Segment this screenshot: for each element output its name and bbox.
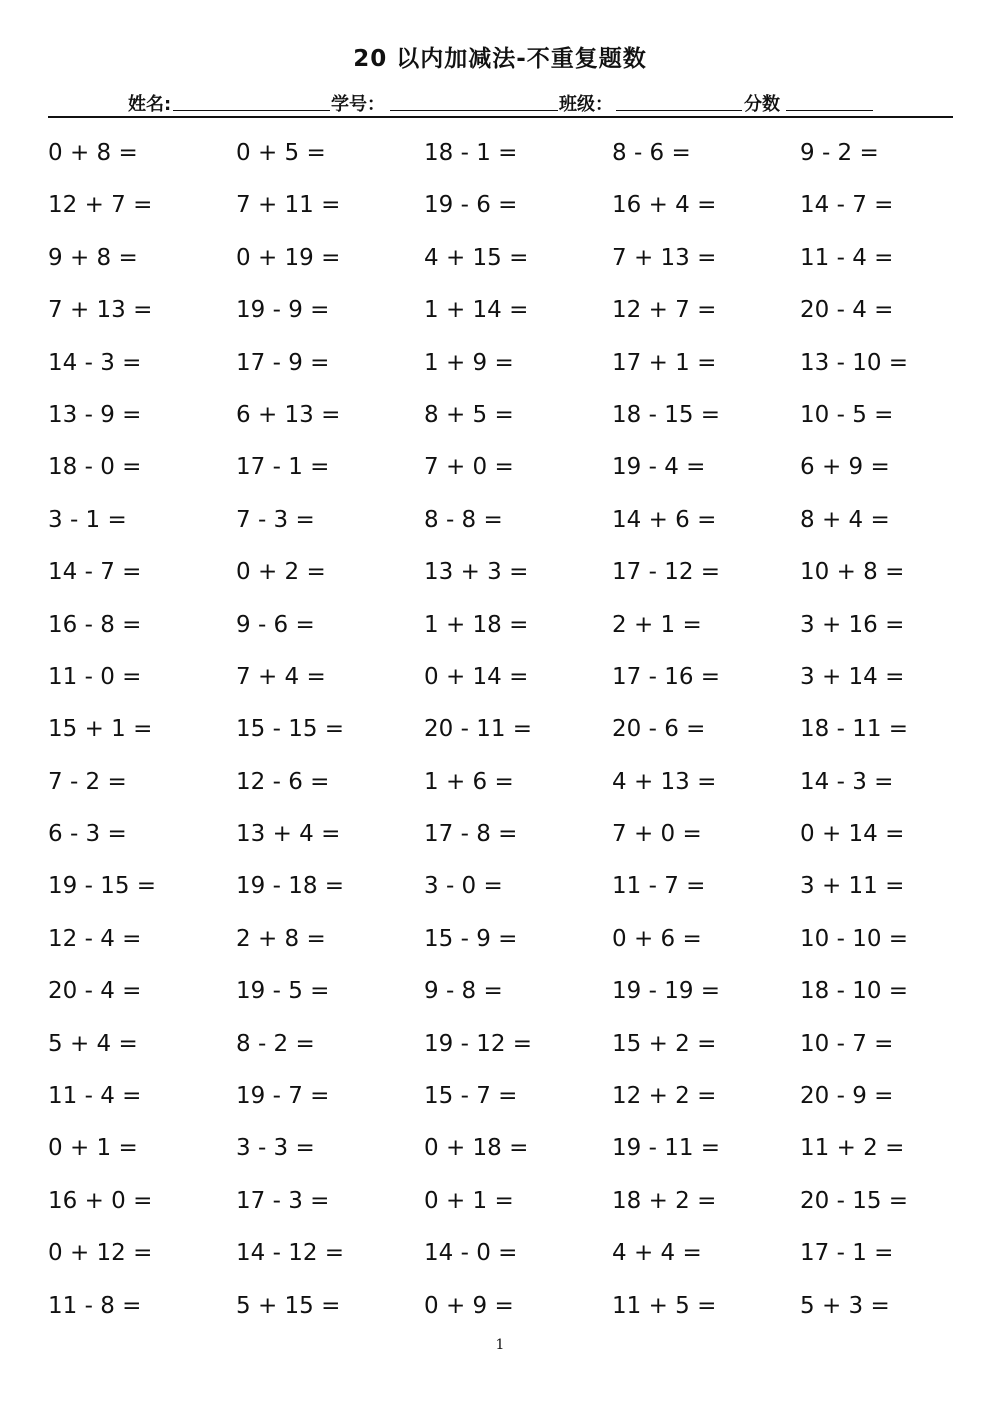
math-problem: 12 + 7 = (612, 297, 717, 324)
math-problem: 1 + 9 = (424, 349, 514, 376)
math-problem: 11 - 4 = (48, 1083, 142, 1110)
math-problem: 16 - 8 = (48, 611, 142, 638)
math-problem: 10 - 7 = (800, 1030, 894, 1057)
math-problem: 19 - 6 = (424, 192, 518, 219)
math-problem: 0 + 8 = (48, 140, 138, 166)
problem-row (48, 138, 988, 190)
math-problem: 12 - 4 = (48, 925, 142, 952)
math-problem: 18 - 15 = (612, 401, 721, 428)
math-problem: 5 + 15 = (236, 1292, 341, 1319)
math-problem: 18 - 11 = (800, 716, 909, 743)
problem-row (48, 557, 988, 609)
math-problem: 18 - 0 = (48, 454, 142, 481)
math-problem: 3 - 3 = (236, 1135, 315, 1162)
math-problem: 9 - 2 = (800, 140, 879, 166)
math-problem: 14 - 12 = (236, 1240, 345, 1267)
math-problem: 15 - 15 = (236, 716, 345, 743)
math-problem: 1 + 6 = (424, 768, 514, 795)
problem-row (48, 348, 988, 400)
math-problem: 5 + 3 = (800, 1292, 890, 1319)
problem-row (48, 1081, 988, 1133)
math-problem: 0 + 12 = (48, 1240, 153, 1267)
math-problem: 0 + 9 = (424, 1292, 514, 1319)
math-problem: 11 + 2 = (800, 1135, 905, 1162)
problem-row (48, 190, 988, 242)
math-problem: 0 + 19 = (236, 244, 341, 271)
math-problem: 0 + 14 = (800, 821, 905, 848)
math-problem: 17 - 3 = (236, 1187, 330, 1214)
math-problem: 11 - 0 = (48, 663, 142, 690)
math-problem: 5 + 4 = (48, 1030, 138, 1057)
problem-row (48, 1133, 988, 1185)
math-problem: 15 - 7 = (424, 1083, 518, 1110)
math-problem: 2 + 8 = (236, 925, 326, 952)
math-problem: 9 - 8 = (424, 978, 503, 1005)
student-number-field[interactable] (390, 110, 558, 111)
math-problem: 13 - 9 = (48, 401, 142, 428)
math-problem: 13 - 10 = (800, 349, 909, 376)
problem-row (48, 1186, 988, 1238)
math-problem: 4 + 15 = (424, 244, 529, 271)
student-info-row (48, 88, 953, 118)
math-problem: 19 - 15 = (48, 873, 157, 900)
math-problem: 7 - 3 = (236, 506, 315, 533)
math-problem: 12 - 6 = (236, 768, 330, 795)
math-problem: 10 + 8 = (800, 559, 905, 586)
math-problem: 3 - 0 = (424, 873, 503, 900)
problem-row (48, 243, 988, 295)
math-problem: 6 - 3 = (48, 821, 127, 848)
math-problem: 0 + 2 = (236, 559, 326, 586)
math-problem: 11 - 4 = (800, 244, 894, 271)
class-field[interactable] (616, 110, 742, 111)
math-problem: 20 - 6 = (612, 716, 706, 743)
math-problem: 18 + 2 = (612, 1187, 717, 1214)
math-problem: 16 + 4 = (612, 192, 717, 219)
math-problem: 17 - 9 = (236, 349, 330, 376)
math-problem: 1 + 18 = (424, 611, 529, 638)
math-problem: 20 - 4 = (48, 978, 142, 1005)
math-problem: 10 - 5 = (800, 401, 894, 428)
math-problem: 7 + 0 = (424, 454, 514, 481)
problem-row (48, 924, 988, 976)
math-problem: 3 + 16 = (800, 611, 905, 638)
math-problem: 15 + 2 = (612, 1030, 717, 1057)
problem-row (48, 714, 988, 766)
math-problem: 17 - 12 = (612, 559, 721, 586)
math-problem: 19 - 4 = (612, 454, 706, 481)
math-problem: 0 + 6 = (612, 925, 702, 952)
problem-row (48, 1029, 988, 1081)
math-problem: 13 + 3 = (424, 559, 529, 586)
math-problem: 7 + 13 = (612, 244, 717, 271)
page-number: 1 (495, 1337, 505, 1353)
problem-row (48, 662, 988, 714)
problem-row (48, 505, 988, 557)
page-title: 20 以内加减法-不重复题数 (353, 46, 647, 72)
problem-row (48, 976, 988, 1028)
problem-row (48, 1238, 988, 1290)
math-problem: 17 - 8 = (424, 821, 518, 848)
math-problem: 17 - 16 = (612, 663, 721, 690)
math-problem: 3 + 14 = (800, 663, 905, 690)
problem-grid (48, 138, 988, 1343)
math-problem: 19 - 19 = (612, 978, 721, 1005)
math-problem: 4 + 13 = (612, 768, 717, 795)
math-problem: 7 + 0 = (612, 821, 702, 848)
problem-row (48, 610, 988, 662)
score-field[interactable] (786, 110, 873, 111)
math-problem: 14 - 7 = (800, 192, 894, 219)
math-problem: 19 - 11 = (612, 1135, 721, 1162)
math-problem: 0 + 1 = (48, 1135, 138, 1162)
math-problem: 19 - 5 = (236, 978, 330, 1005)
math-problem: 8 - 6 = (612, 140, 691, 166)
math-problem: 7 + 11 = (236, 192, 341, 219)
math-problem: 20 - 9 = (800, 1083, 894, 1110)
math-problem: 1 + 14 = (424, 297, 529, 324)
math-problem: 12 + 7 = (48, 192, 153, 219)
problem-row (48, 819, 988, 871)
math-problem: 20 - 11 = (424, 716, 533, 743)
math-problem: 14 - 7 = (48, 559, 142, 586)
math-problem: 14 + 6 = (612, 506, 717, 533)
math-problem: 14 - 3 = (800, 768, 894, 795)
problem-row (48, 871, 988, 923)
name-field[interactable] (173, 110, 330, 111)
problem-row (48, 1291, 988, 1343)
name-label: 姓名: (128, 94, 172, 115)
math-problem: 20 - 4 = (800, 297, 894, 324)
score-label: 分数 (744, 94, 780, 115)
math-problem: 11 - 8 = (48, 1292, 142, 1319)
math-problem: 18 - 1 = (424, 140, 518, 166)
math-problem: 6 + 9 = (800, 454, 890, 481)
math-problem: 7 - 2 = (48, 768, 127, 795)
math-problem: 17 + 1 = (612, 349, 717, 376)
student-number-label: 学号： (331, 94, 385, 115)
math-problem: 8 - 8 = (424, 506, 503, 533)
problem-row (48, 400, 988, 452)
math-problem: 14 - 0 = (424, 1240, 518, 1267)
math-problem: 7 + 4 = (236, 663, 326, 690)
math-problem: 17 - 1 = (800, 1240, 894, 1267)
math-problem: 0 + 14 = (424, 663, 529, 690)
math-problem: 0 + 18 = (424, 1135, 529, 1162)
math-problem: 19 - 12 = (424, 1030, 533, 1057)
math-problem: 8 + 4 = (800, 506, 890, 533)
math-problem: 6 + 13 = (236, 401, 341, 428)
math-problem: 11 + 5 = (612, 1292, 717, 1319)
math-problem: 0 + 1 = (424, 1187, 514, 1214)
math-problem: 11 - 7 = (612, 873, 706, 900)
math-problem: 9 - 6 = (236, 611, 315, 638)
math-problem: 19 - 9 = (236, 297, 330, 324)
problem-row (48, 767, 988, 819)
math-problem: 10 - 10 = (800, 925, 909, 952)
math-problem: 13 + 4 = (236, 821, 341, 848)
problem-row (48, 452, 988, 504)
math-problem: 15 - 9 = (424, 925, 518, 952)
math-problem: 19 - 18 = (236, 873, 345, 900)
math-problem: 9 + 8 = (48, 244, 138, 271)
math-problem: 18 - 10 = (800, 978, 909, 1005)
math-problem: 7 + 13 = (48, 297, 153, 324)
problem-row (48, 295, 988, 347)
math-problem: 4 + 4 = (612, 1240, 702, 1267)
math-problem: 3 + 11 = (800, 873, 905, 900)
math-problem: 3 - 1 = (48, 506, 127, 533)
math-problem: 8 - 2 = (236, 1030, 315, 1057)
class-label: 班级： (559, 94, 613, 115)
math-problem: 16 + 0 = (48, 1187, 153, 1214)
math-problem: 17 - 1 = (236, 454, 330, 481)
math-problem: 8 + 5 = (424, 401, 514, 428)
math-problem: 0 + 5 = (236, 140, 326, 166)
math-problem: 20 - 15 = (800, 1187, 909, 1214)
math-problem: 14 - 3 = (48, 349, 142, 376)
math-problem: 15 + 1 = (48, 716, 153, 743)
math-problem: 2 + 1 = (612, 611, 702, 638)
math-problem: 12 + 2 = (612, 1083, 717, 1110)
math-problem: 19 - 7 = (236, 1083, 330, 1110)
